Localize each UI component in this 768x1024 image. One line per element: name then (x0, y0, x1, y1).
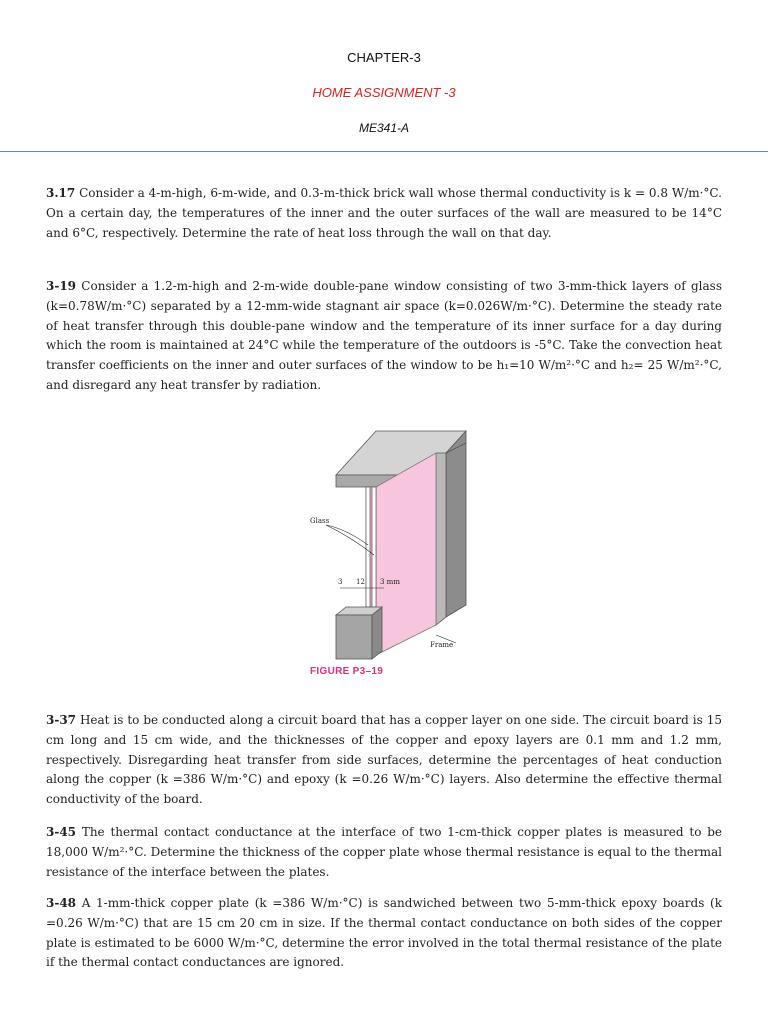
dimension-12: 12 (356, 578, 365, 586)
frame-right-front (436, 453, 446, 625)
glass-label: Glass (310, 517, 330, 525)
problem-3-19 (46, 277, 722, 396)
dimension-3-mm: 3 mm (380, 578, 400, 586)
problem-number: 3.17 (46, 186, 76, 200)
header-divider (0, 151, 768, 152)
problem-3-37 (46, 711, 722, 810)
problem-3-17 (46, 184, 722, 243)
problem-text: The thermal contact conductance at the interface of two 1-cm-thick copper plates is measured to be 18,000 W/m²·°C. Determine the thickness of the copper plate whose thermal resistance is equal to the thermal resistance of the interface between the plates. (46, 825, 722, 879)
problem-3-48 (46, 894, 722, 973)
chapter-title: CHAPTER-3 (347, 50, 421, 65)
assignment-title: HOME ASSIGNMENT -3 (312, 85, 456, 100)
glass-pane (376, 453, 436, 655)
figure-caption: FIGURE P3–19 (310, 666, 384, 677)
frame-right-side (446, 443, 466, 617)
problem-number: 3-37 (46, 713, 77, 727)
problem-number: 3-48 (46, 896, 77, 910)
problem-number: 3-45 (46, 825, 77, 839)
window-illustration (296, 425, 476, 665)
frame-bottom-front (336, 615, 372, 659)
dimension-3-left: 3 (338, 578, 343, 586)
problem-3-45 (46, 823, 722, 882)
problem-text: Heat is to be conducted along a circuit board that has a copper layer on one side. The circuit board is 15 cm long and 15 cm wide, and the thicknesses of the copper and epoxy layers are 0.1 mm and 1.2 mm, respectively. Disregarding heat transfer from side surfaces, determine the percentages of heat conduction along the copper (k =386 W/m·°C) and epoxy (k =0.26 W/m·°C) layers. Also determine the effective thermal conductivity of the board. (46, 713, 722, 807)
glass-layer-1 (366, 487, 370, 607)
problem-text: A 1-mm-thick copper plate (k =386 W/m·°C) is sandwiched between two 5-mm-thick epoxy boards (k =0.26 W/m·°C) that are 15 cm 20 cm in size. If the thermal contact conductance on both sides of the copper plate is estimated to be 6000 W/m·°C, determine the error involved in the total thermal resistance of the plate if the thermal contact conductances are ignored. (46, 896, 722, 970)
course-code: ME341-A (358, 121, 410, 135)
frame-bottom-side (372, 607, 382, 659)
page-header (0, 0, 768, 152)
frame-label: Frame (430, 641, 454, 649)
problem-number: 3-19 (46, 279, 77, 293)
problem-text: Consider a 4-m-high, 6-m-wide, and 0.3-m-thick brick wall whose thermal conductivity is k = 0.8 W/m·°C. On a certain day, the temperatures of the inner and the outer surfaces of the wall are measured to be 14°C and 6°C, respectively. Determine the rate of heat loss through the wall on that day. (46, 186, 722, 240)
figure-double-pane-window (296, 425, 476, 685)
glass-layer-2 (372, 487, 376, 607)
problem-text: Consider a 1.2-m-high and 2-m-wide double-pane window consisting of two 3-mm-thick layers of glass (k=0.78W/m·°C) separated by a 12-mm-wide stagnant air space (k=0.026W/m·°C). Determine the steady rate of heat transfer through this double-pane window and the temperature of its inner surface for a day during which the room is maintained at 24°C while the temperature of the outdoors is -5°C. Take the convection heat transfer coefficients on the inner and outer surfaces of the window to be h₁=10 W/m²·°C and h₂= 25 W/m²·°C, and disregard any heat transfer by radiation. (46, 279, 722, 392)
